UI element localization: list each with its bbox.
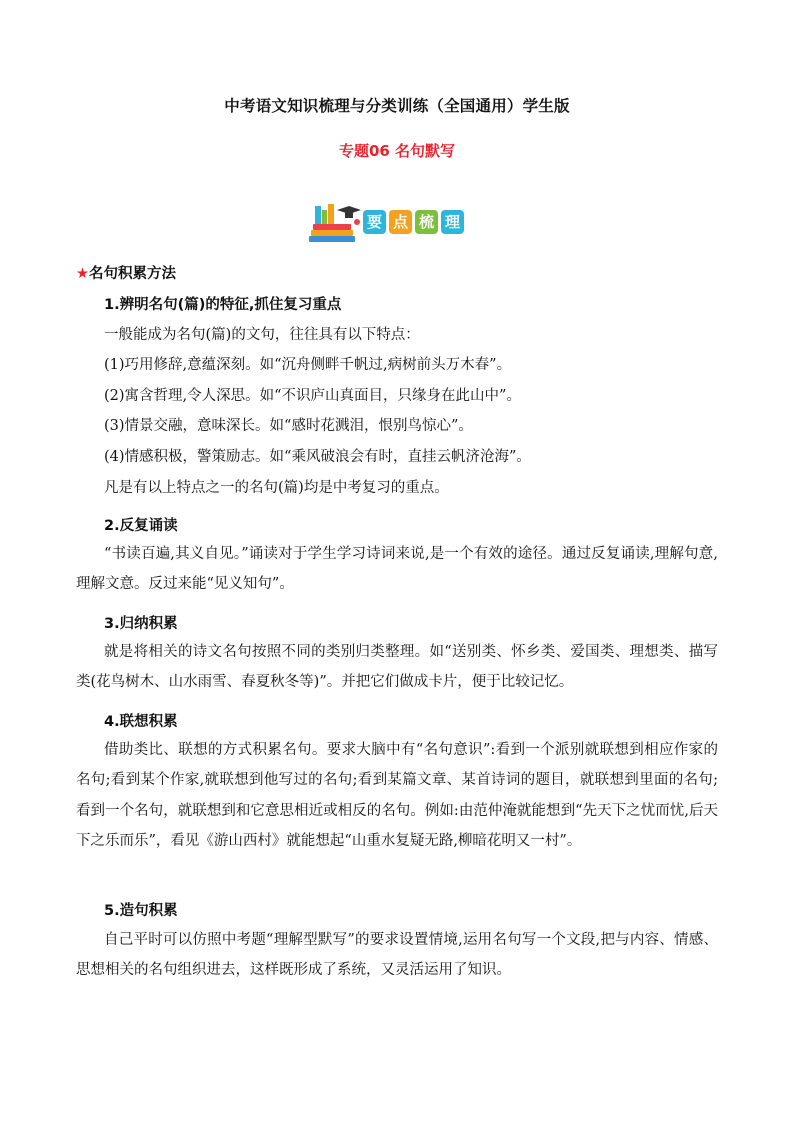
key-points-banner: [305, 200, 485, 246]
item-4-paragraph: 借助类比、联想的方式积累名句。要求大脑中有“名句意识”:看到一个派别就联想到相应作家的名句;看到某个作家,就联想到他写过的名句;看到某篇文章、某首诗词的题目，就联想到里面的名句;看到一个名句，就联想到和它意思相近或相反的名句。例如:由范仲淹就能想到“先天下之忧而忧,后天下之乐而乐”，看见《游山西村》就能想起“山重水复疑无路,柳暗花明又一村”。: [76, 742, 718, 850]
banner-char-2: 点: [389, 210, 412, 234]
banner-char-4: 理: [441, 210, 464, 234]
books-illustration-icon: [305, 200, 363, 246]
item-title-5: 5.造句积累: [104, 903, 178, 919]
item-title-3: 3.归纳积累: [104, 616, 178, 632]
item-3-paragraph: 就是将相关的诗文名句按照不同的类别归类整理。如“送别类、怀乡类、爱国类、理想类、描写类(花鸟树木、山水雨雪、春夏秋冬等)”。并把它们做成卡片，便于比较记忆。: [76, 644, 718, 691]
document-title: 中考语文知识梳理与分类训练（全国通用）学生版: [224, 97, 570, 115]
section-heading-text: 名句积累方法: [89, 266, 176, 282]
item-5-paragraph: 自己平时可以仿照中考题“理解型默写”的要求设置情境,运用名句写一个文段,把与内容、情感、思想相关的名句组织进去，这样既形成了系统，又灵活运用了知识。: [76, 932, 718, 979]
item-1-line-3: (2)寓含哲理,令人深思。如“不识庐山真面目，只缘身在此山中”。: [104, 388, 521, 404]
topic-subtitle: 专题06 名句默写: [338, 142, 456, 160]
item-2-paragraph: “书读百遍,其义自见。”诵读对于学生学习诗词来说,是一个有效的途径。通过反复诵读,理解句意,理解文意。反过来能“见义知句”。: [76, 546, 718, 593]
item-1-line-2: (1)巧用修辞,意蕴深刻。如“沉舟侧畔千帆过,病树前头万木春”。: [104, 357, 512, 373]
banner-char-3: 梳: [415, 210, 438, 234]
section-heading: [76, 262, 176, 283]
item-1-line-1: 一般能成为名句(篇)的文句，往往具有以下特点：: [104, 327, 420, 343]
star-icon: ★: [76, 266, 89, 282]
banner-char-1: 要: [363, 210, 386, 234]
item-title-2: 2.反复诵读: [104, 518, 178, 534]
item-1-line-6: 凡是有以上特点之一的名句(篇)均是中考复习的重点。: [104, 480, 449, 496]
item-title-1: 1.辨明名句(篇)的特征,抓住复习重点: [104, 297, 342, 313]
item-title-4: 4.联想积累: [104, 714, 178, 730]
item-1-line-4: (3)情景交融，意味深长。如“感时花溅泪，恨别鸟惊心”。: [104, 418, 473, 434]
item-1-line-5: (4)情感积极，警策励志。如“乘风破浪会有时，直挂云帆济沧海”。: [104, 449, 531, 465]
